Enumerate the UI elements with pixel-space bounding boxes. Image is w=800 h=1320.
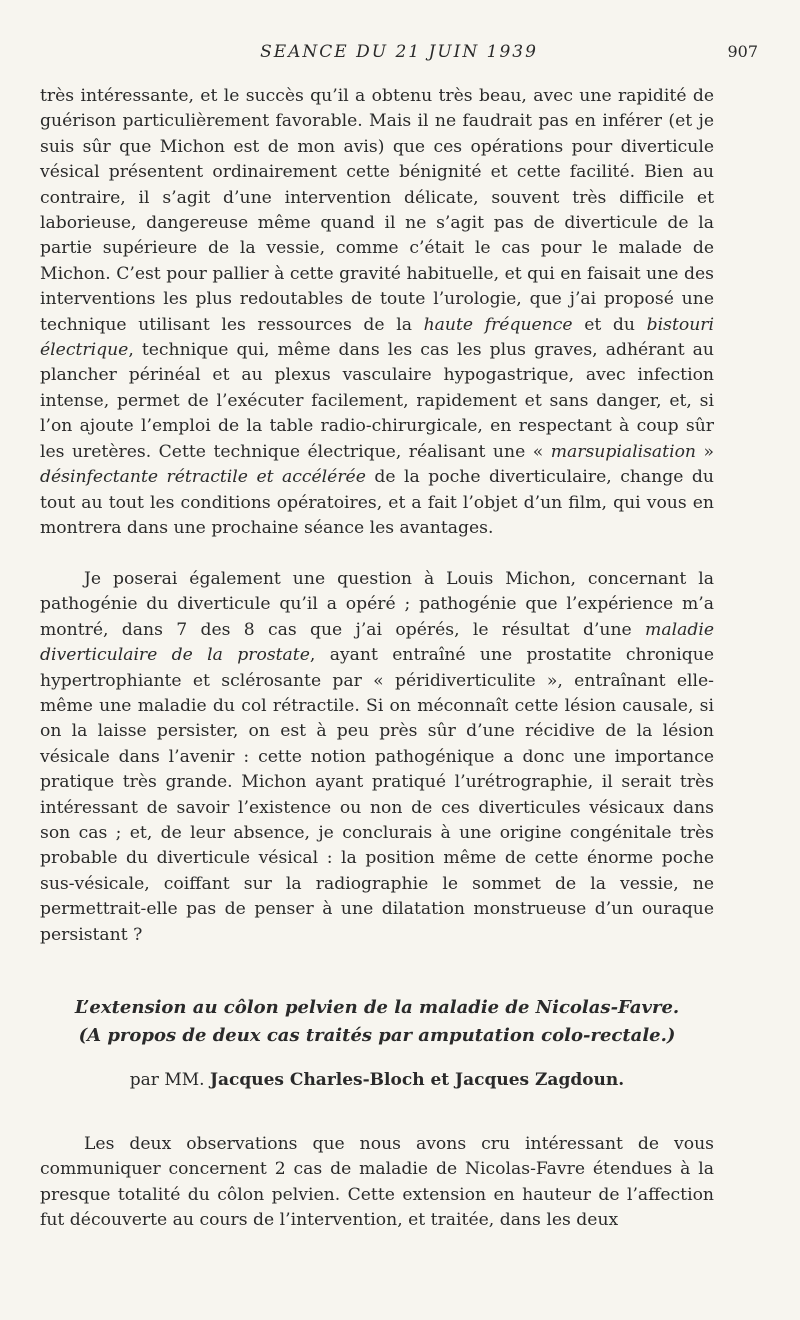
emphasis-haute-frequence: haute fréquence <box>423 314 573 335</box>
article-title <box>40 994 714 1050</box>
emphasis-maladie-diverticulaire: maladie diverticulaire de la prostate <box>40 619 714 666</box>
page-number: 907 <box>727 42 758 61</box>
byline-authors: Jacques Charles-Bloch et Jacques Zagdoun. <box>209 1070 625 1090</box>
text-run: très intéressante, et le succès qu’il a obtenu très beau, avec une rapidité de guérison particulièrement favorable. Mais il ne faudrait pas en inférer (et je suis sûr que Michon est de mon avis) que ces opérations pour diverticule vésical présentent ordinairement cette bénignité et cette facilité. Bien au contraire, il s’agit d’une intervention délicate, souvent très difficile et laborieuse, dangereuse même quand il ne s’agit pas de diverticule de la partie supérieure de la vessie, comme c’était le cas pour le malade de Michon. C’est pour pallier à cette gravité habituelle, et qui en faisait une des interventions les plus redoutables de toute l’urologie, que j’ai proposé une technique utilisant les ressources de la <box>40 86 714 335</box>
running-title: SEANCE DU 21 JUIN 1939 <box>260 42 538 62</box>
article-byline <box>40 1070 714 1090</box>
paragraph-question <box>40 567 714 948</box>
text-run: » <box>696 441 714 462</box>
emphasis-bistouri: bistouri électrique <box>40 314 714 361</box>
text-run: Je poserai également une question à Louis Michon, concernant la pathogénie du diverticule qu’il a opéré ; pathogénie que l’expérience m’a montré, dans 7 des 8 cas que j’ai opérés, le résultat d’une <box>40 569 714 640</box>
article-title-line-2: (A propos de deux cas traités par amputation colo-rectale.) <box>78 1025 676 1046</box>
paragraph-article-intro <box>40 1132 714 1234</box>
emphasis-marsupialisation: marsupialisation <box>550 441 696 462</box>
byline-prefix: par MM. <box>129 1070 210 1090</box>
text-run: de la poche diverticulaire, change du tout au tout les conditions opératoires, et a fait l’objet d’un film, qui vous en montrera dans une prochaine séance les avantages. <box>40 467 714 538</box>
text-run: , ayant entraîné une prostatite chronique hypertrophiante et sclérosante par « péridiverticulite », entraînant elle-même une maladie du col rétractile. Si on méconnaît cette lésion causale, si on la laisse persister, on est à peu près sûr d’une récidive de la lésion vésicale dans l’avenir : cette notion pathogénique a donc une importance pratique très grande. Michon ayant pratiqué l’urétrographie, il serait très intéressant de savoir l’existence ou non de ces diverticules vésicaux dans son cas ; et, de leur absence, je conclurais à une origine congénitale très probable du diverticule vésical : la position même de cette énorme poche sus-vésicale, coiffant sur la radiographie le sommet de la vessie, ne permettrait-elle pas de penser à une dilatation monstrueuse d’un ouraque persistant ? <box>40 645 714 945</box>
article-title-line-1: L’extension au côlon pelvien de la maladie de Nicolas-Favre. <box>74 997 680 1018</box>
emphasis-desinfectante: désinfectante rétractile et accélérée <box>40 467 366 488</box>
text-run: et du <box>572 314 647 335</box>
article-intro-text: Les deux observations que nous avons cru intéressant de vous communiquer concernent 2 cas de maladie de Nicolas-Favre étendues à la presque totalité du côlon pelvien. Cette extension en hauteur de l’affection fut découverte au cours de l’intervention, et traitée, dans les deux <box>40 1134 714 1231</box>
text-run: , technique qui, même dans les cas les plus graves, adhérant au plancher périnéal et au plexus vasculaire hypogastrique, avec infection intense, permet de l’exécuter facilement, rapidement et sans danger, et, si l’on ajoute l’emploi de la table radio-chirurgicale, en respectant à coup sûr les uretères. Cette technique électrique, réalisant une « <box>40 340 714 462</box>
paragraph-continuation <box>40 84 714 541</box>
page-header <box>40 42 758 66</box>
